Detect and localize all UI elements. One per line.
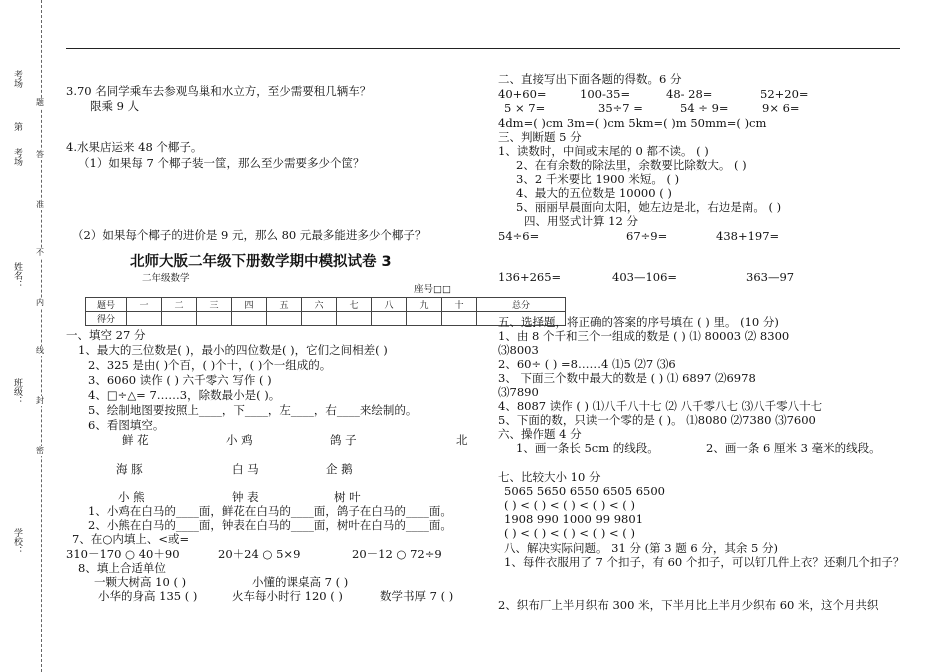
choice-3-opt: ⑶7890 (498, 385, 539, 399)
unit-item: 火车每小时行 120 ( ) (232, 589, 343, 603)
choice-1: 1、由 8 个千和三个一组成的数是 ( ) ⑴ 80003 ⑵ 8300 (498, 329, 790, 343)
section-8-heading: 八、解决实际问题。 31 分 (第 3 题 6 分，其余 5 分) (504, 541, 778, 555)
problem-1: 1、每件衣服用了 7 个扣子，有 60 个扣子，可以钉几件上衣？还剩几个扣子？ (504, 555, 905, 569)
judge-1: 1、读数时，中间或末尾的 0 都不读。 ( ) (498, 144, 709, 158)
score-row-label: 得分 (86, 312, 127, 326)
vertical-calc-item: 363—97 (746, 270, 795, 284)
vertical-calc-item: 54÷6= (498, 229, 540, 243)
exam-room-label: 考场 (12, 70, 22, 88)
score-cell[interactable] (197, 312, 232, 326)
picture-label: 钟 表 (232, 490, 259, 504)
score-cell[interactable] (302, 312, 337, 326)
choice-2: 2、60÷ ( ) =8……4 ⑴5 ⑵7 ⑶6 (498, 357, 676, 371)
problem-2: 2、织布厂上半月织布 300 米，下半月比上半月少织布 60 米，这个月共织 (498, 598, 879, 612)
vertical-calc-item: 438+197= (716, 229, 780, 243)
calc-item: 100-35= (580, 87, 631, 101)
picture-label: 小 熊 (118, 490, 145, 504)
score-cell[interactable] (127, 312, 162, 326)
calc-item: 48- 28= (666, 87, 713, 101)
score-table (85, 297, 566, 326)
calc-item: 52+20= (760, 87, 809, 101)
compare-blanks-1: ( ) < ( ) < ( ) < ( ) < ( ) (504, 498, 635, 512)
north-label: 北 (456, 433, 468, 447)
score-header-cell: 十 (442, 298, 477, 312)
score-header-cell: 九 (407, 298, 442, 312)
judge-4: 4、最大的五位数是 10000 ( ) (516, 186, 672, 200)
unit-item: 一颗大树高 10 ( ) (94, 575, 187, 589)
picture-label: 小 鸡 (226, 433, 253, 447)
seal-char: 题 (36, 98, 44, 107)
fill-8: 8、填上合适单位 (78, 561, 166, 575)
school-label: 学校： (12, 528, 22, 555)
fill-3: 3、6060 读作 ( ) 六千零六 写作 ( ) (88, 373, 272, 387)
calc-item: 9× 6= (762, 101, 800, 115)
score-header-row (86, 298, 566, 312)
score-cell[interactable] (337, 312, 372, 326)
name-label: 姓名： (12, 262, 22, 289)
picture-label: 企 鹅 (326, 462, 353, 476)
choice-5: 5、下面的数，只读一个零的是 ( )。 ⑴8080 ⑵7380 ⑶7600 (498, 413, 816, 427)
choice-4: 4、8087 读作 ( ) ⑴八千八十七 ⑵ 八千零八七 ⑶八千零八十七 (498, 399, 823, 413)
score-cell[interactable] (442, 312, 477, 326)
unit-item: 小华的身高 135 ( ) (98, 589, 198, 603)
section-4-heading: 四、用竖式计算 12 分 (524, 214, 638, 228)
picture-label: 白 马 (232, 462, 259, 476)
fill-2: 2、325 是由( )个百，( )个十，( )个一组成的。 (88, 358, 332, 372)
fill-6b: 2、小熊在白马的____面，钟表在白马的____面，树叶在白马的____面。 (88, 518, 452, 532)
calc-item: 35÷7 = (598, 101, 643, 115)
seal-char: 不 (36, 248, 44, 257)
section-6-heading: 六、操作题 4 分 (498, 427, 582, 441)
score-cell[interactable] (407, 312, 442, 326)
vertical-calc-item: 67÷9= (626, 229, 668, 243)
page-title: 北师大版二年级下册数学期中模拟试卷 3 (130, 254, 392, 270)
fill-6a: 1、小鸡在白马的____面，鲜花在白马的____面，鸽子在白马的____面。 (88, 504, 452, 518)
vertical-calc-item: 403—106= (612, 270, 678, 284)
score-header-cell: 三 (197, 298, 232, 312)
fill-6: 6、看图填空。 (88, 418, 165, 432)
question-4-1: （1）如果每 7 个椰子装一筐，那么至少需要多少个筐？ (78, 156, 365, 170)
seat-label-1: 第 (12, 122, 22, 131)
compare-item: 20－12 ○ 72÷9 (352, 547, 442, 561)
seal-char: 线 (36, 346, 44, 355)
calc-item: 54 ÷ 9= (680, 101, 729, 115)
question-4-2: （2）如果每个椰子的进价是 9 元，那么 80 元最多能进多少个椰子？ (72, 228, 427, 242)
score-header-cell: 二 (162, 298, 197, 312)
compare-numbers-2: 1908 990 1000 99 9801 (504, 512, 644, 526)
picture-label: 树 叶 (334, 490, 361, 504)
score-header-cell: 五 (267, 298, 302, 312)
seal-char: 封 (36, 396, 44, 405)
operate-1: 1、画一条长 5cm 的线段。 (516, 441, 659, 455)
compare-item: 310－170 ○ 40＋90 (66, 547, 180, 561)
unit-item: 数学书厚 7 ( ) (380, 589, 454, 603)
score-cell[interactable] (267, 312, 302, 326)
picture-label: 海 豚 (116, 462, 143, 476)
judge-2: 2、在有余数的除法里，余数要比除数大。 ( ) (516, 158, 747, 172)
score-header-cell: 七 (337, 298, 372, 312)
section-7-heading: 七、比较大小 10 分 (498, 470, 601, 484)
vertical-calc-item: 136+265= (498, 270, 562, 284)
seal-char: 密 (36, 446, 44, 455)
grade-label: 二年级数学 (142, 273, 190, 284)
calc-item: 40+60= (498, 87, 547, 101)
fill-4: 4、□÷△= 7……3，除数最小是( )。 (88, 388, 281, 402)
question-3: 3.70 名同学乘车去参观鸟巢和水立方，至少需要租几辆车？ (66, 84, 372, 98)
operate-2: 2、画一条 6 厘米 3 毫米的线段。 (706, 441, 881, 455)
question-4: 4.水果店运来 48 个椰子。 (66, 140, 203, 154)
compare-item: 20＋24 ○ 5×9 (218, 547, 301, 561)
question-3-note: 限乘 9 人 (90, 99, 140, 113)
fill-7: 7、在○内填上、<或= (72, 532, 190, 546)
score-cell[interactable] (162, 312, 197, 326)
judge-3: 3、2 千米要比 1900 米短。 ( ) (516, 172, 680, 186)
calc-item: 5 × 7= (504, 101, 546, 115)
top-rule (66, 48, 900, 49)
fill-1: 1、最大的三位数是( )，最小的四位数是( )，它们之间相差( ) (78, 343, 388, 357)
unit-convert-row: 4dm=( )cm 3m=( )cm 5km=( )m 50mm=( )cm (498, 116, 767, 130)
score-header-cell: 题号 (86, 298, 127, 312)
section-1-heading: 一、填空 27 分 (66, 328, 146, 342)
fill-5: 5、绘制地图要按照上____，下____，左____，右____来绘制的。 (88, 403, 418, 417)
score-header-cell: 一 (127, 298, 162, 312)
class-label: 班级： (12, 378, 22, 405)
score-header-cell: 八 (372, 298, 407, 312)
compare-blanks-2: ( ) < ( ) < ( ) < ( ) < ( ) (504, 526, 635, 540)
seat-label-2: 考场 (12, 148, 22, 166)
score-cell[interactable] (232, 312, 267, 326)
choice-3: 3、 下面三个数中最大的数是 ( ) ⑴ 6897 ⑵6978 (498, 371, 756, 385)
section-5-heading: 五、选择题，将正确的答案的序号填在 ( ) 里。 (10 分) (498, 315, 779, 329)
score-header-cell: 总分 (477, 298, 566, 312)
score-header-cell: 六 (302, 298, 337, 312)
seal-char: 准 (36, 200, 44, 209)
score-header-cell: 四 (232, 298, 267, 312)
compare-numbers-1: 5065 5650 6550 6505 6500 (504, 484, 665, 498)
seal-char: 答 (36, 150, 44, 159)
section-2-heading: 二、直接写出下面各题的得数。6 分 (498, 72, 682, 86)
section-3-heading: 三、判断题 5 分 (498, 130, 582, 144)
score-cell[interactable] (372, 312, 407, 326)
choice-1-opt: ⑶8003 (498, 343, 539, 357)
picture-label: 鲜 花 (122, 433, 149, 447)
picture-label: 鸽 子 (330, 433, 357, 447)
judge-5: 5、丽丽早晨面向太阳，她左边是北，右边是南。 ( ) (516, 200, 782, 214)
seat-number: 座号□□ (414, 284, 451, 295)
unit-item: 小懂的课桌高 7 ( ) (252, 575, 349, 589)
seal-char: 内 (36, 298, 44, 307)
score-row (86, 312, 566, 326)
